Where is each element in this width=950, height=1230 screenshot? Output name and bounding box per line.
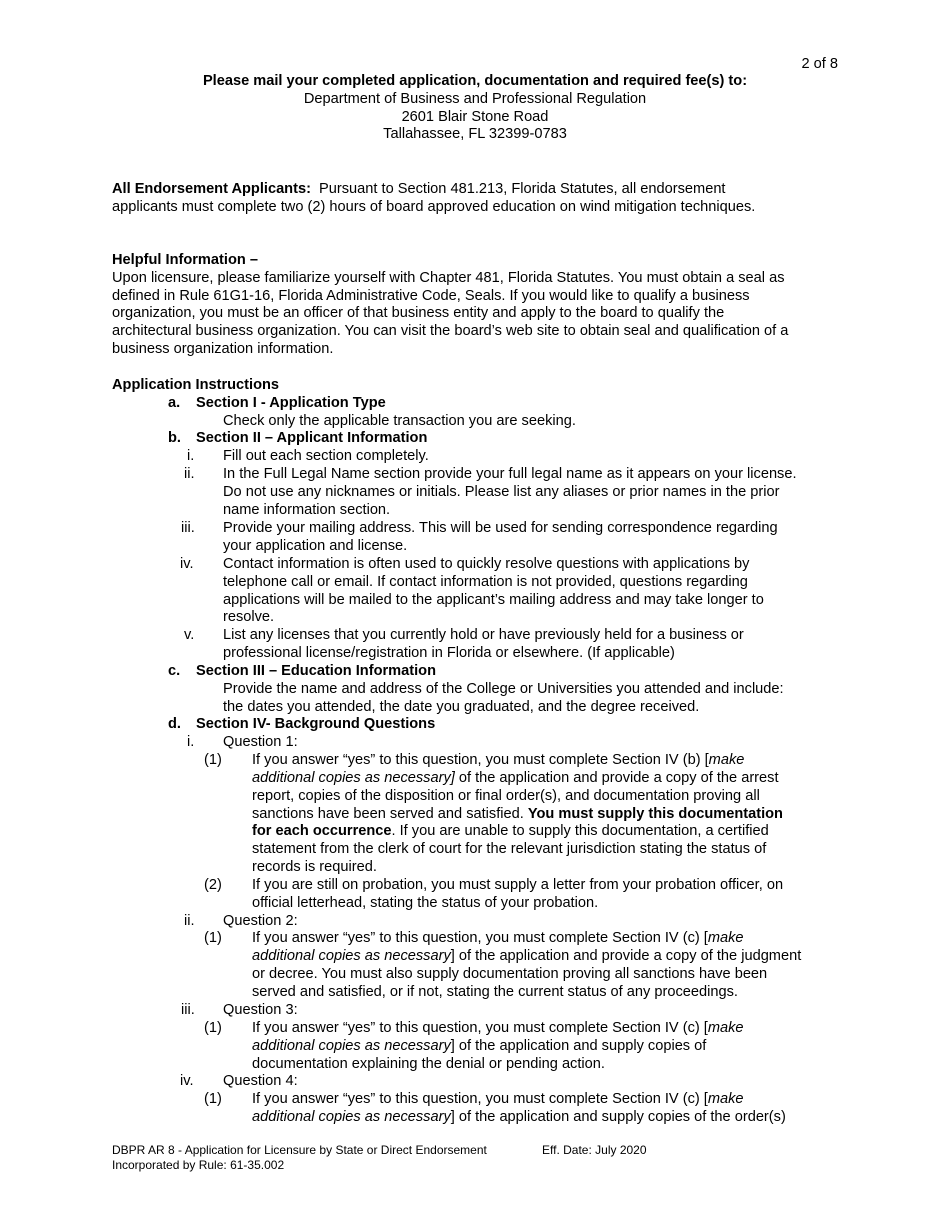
item-text: Contact information is often used to quickly resolve questions with applications by	[223, 556, 750, 572]
endorsement-label: All Endorsement Applicants:	[112, 181, 311, 197]
paragraph-text	[252, 948, 801, 966]
section-a-text: Check only the applicable transaction you are seeking.	[223, 413, 576, 429]
question-title: Question 4:	[223, 1073, 298, 1089]
paragraph-label: (1)	[204, 1020, 222, 1036]
paragraph-text	[252, 806, 783, 824]
text-run: If you answer “yes” to this question, you must complete Section IV (c) [	[252, 1020, 708, 1036]
paragraph-text: If you are still on probation, you must supply a letter from your probation officer, on	[252, 877, 784, 893]
section-c-text: the dates you attended, the date you graduated, and the degree received.	[223, 699, 700, 715]
mailing-line-street: 2601 Blair Stone Road	[401, 108, 549, 125]
paragraph-text: documentation explaining the denial or pending action.	[252, 1056, 605, 1072]
text-run-italic: make	[708, 752, 745, 768]
item-label: i.	[187, 448, 195, 464]
text-run-italic: make	[707, 1091, 744, 1107]
item-text: your application and license.	[223, 538, 408, 554]
paragraph-text	[252, 930, 744, 948]
text-run-italic: make	[707, 930, 744, 946]
text-run-bold: for each occurrence	[252, 823, 392, 839]
paragraph-label: (1)	[204, 930, 222, 946]
text-run: If you answer “yes” to this question, you must complete Section IV (c) [	[252, 1091, 708, 1107]
section-c-text: Provide the name and address of the College or Universities you attended and include:	[223, 681, 784, 697]
item-text: In the Full Legal Name section provide your full legal name as it appears on your license.	[223, 466, 797, 482]
paragraph-text: statement from the clerk of court for the relevant jurisdiction stating the status of	[252, 841, 767, 857]
section-c-label: c.	[168, 663, 181, 679]
item-label: ii.	[184, 466, 195, 482]
question-title: Question 3:	[223, 1002, 298, 1018]
paragraph-text	[252, 770, 779, 788]
item-text: telephone call or email. If contact information is not provided, questions regarding	[223, 574, 748, 590]
paragraph-text: or decree. You must also supply documentation proving all sanctions have been	[252, 966, 768, 982]
section-d-label: d.	[168, 716, 181, 732]
text-run-italic: make	[707, 1020, 744, 1036]
paragraph-text: official letterhead, stating the status of your probation.	[252, 895, 599, 911]
item-text: List any licenses that you currently hold or have previously held for a business or	[223, 627, 744, 643]
item-label: iii.	[181, 520, 195, 536]
helpful-line: architectural business organization. You can visit the board’s web site to obtain seal and qualification of a	[112, 323, 789, 340]
paragraph-text	[252, 752, 744, 770]
page-number: 2 of 8	[801, 56, 838, 72]
helpful-line: organization, you must be an officer of that business entity and apply to the board to qualify the	[112, 305, 725, 322]
text-run: ] of the application and supply copies of	[450, 1038, 707, 1054]
text-run-italic: additional copies as necessary	[252, 1109, 451, 1125]
footer-effective-date: Eff. Date: July 2020	[542, 1143, 647, 1157]
helpful-line: business organization information.	[112, 340, 334, 357]
section-a-label: a.	[168, 395, 181, 411]
question-label: ii.	[184, 913, 195, 929]
item-text: resolve.	[223, 609, 275, 625]
paragraph-label: (1)	[204, 752, 222, 768]
paragraph-text	[252, 1091, 744, 1109]
question-title: Question 2:	[223, 913, 298, 929]
paragraph-text: report, copies of the disposition or final order(s), and documentation proving all	[252, 788, 760, 804]
item-label: v.	[184, 627, 195, 643]
item-label: iv.	[180, 556, 194, 572]
endorsement-line-2: applicants must complete two (2) hours of board approved education on wind mitigation techniques.	[112, 198, 756, 215]
text-run-italic: additional copies as necessary	[252, 948, 451, 964]
section-a-title: Section I - Application Type	[196, 395, 386, 411]
text-run-italic: additional copies as necessary	[252, 1038, 451, 1054]
paragraph-text: records is required.	[252, 859, 377, 875]
text-run: . If you are unable to supply this documentation, a certified	[391, 823, 769, 839]
text-run: ] of the application and provide a copy of the judgment	[450, 948, 802, 964]
text-run: of the application and provide a copy of the arrest	[454, 770, 779, 786]
helpful-line: Upon licensure, please familiarize yourself with Chapter 481, Florida Statutes. You must obtain a seal as	[112, 269, 785, 286]
item-text: professional license/registration in Florida or elsewhere. (If applicable)	[223, 645, 675, 661]
text-run: sanctions have been served and satisfied.	[252, 806, 528, 822]
section-c-title: Section III – Education Information	[196, 663, 437, 679]
paragraph-text	[252, 1020, 744, 1038]
mailing-line-city: Tallahassee, FL 32399-0783	[383, 126, 567, 143]
section-b-label: b.	[168, 430, 181, 446]
paragraph-label: (1)	[204, 1091, 222, 1107]
paragraph-text: served and satisfied, or if not, stating the current status of any proceedings.	[252, 984, 738, 1000]
endorsement-line-1: Pursuant to Section 481.213, Florida Statutes, all endorsement	[310, 181, 726, 197]
section-d-title: Section IV- Background Questions	[196, 716, 436, 732]
helpful-heading: Helpful Information –	[112, 252, 258, 268]
text-run: If you answer “yes” to this question, you must complete Section IV (b) [	[252, 752, 709, 768]
item-text: Do not use any nicknames or initials. Please list any aliases or prior names in the prior	[223, 484, 780, 500]
helpful-line: defined in Rule 61G1-16, Florida Administrative Code, Seals. If you would like to qualify a business	[112, 287, 750, 304]
instructions-heading: Application Instructions	[112, 377, 280, 393]
text-run: If you answer “yes” to this question, you must complete Section IV (c) [	[252, 930, 708, 946]
question-label: iii.	[181, 1002, 195, 1018]
mailing-heading: Please mail your completed application, documentation and required fee(s) to:	[202, 73, 748, 89]
mailing-line-department: Department of Business and Professional Regulation	[303, 90, 647, 107]
question-title: Question 1:	[223, 734, 298, 750]
section-b-title: Section II – Applicant Information	[196, 430, 428, 446]
item-text: Provide your mailing address. This will be used for sending correspondence regarding	[223, 520, 778, 536]
item-text: Fill out each section completely.	[223, 448, 429, 464]
footer-rule: Incorporated by Rule: 61-35.002	[112, 1157, 285, 1172]
footer-form-title: DBPR AR 8 - Application for Licensure by State or Direct Endorsement	[112, 1143, 487, 1157]
item-text: name information section.	[223, 502, 391, 518]
paragraph-text	[252, 1109, 786, 1127]
paragraph-text	[252, 1038, 706, 1056]
page-footer	[112, 1143, 647, 1172]
paragraph-text	[252, 823, 769, 841]
text-run: ] of the application and supply copies of the order(s)	[450, 1109, 786, 1125]
question-label: i.	[187, 734, 195, 750]
text-run-italic: additional copies as necessary]	[252, 770, 455, 786]
paragraph-label: (2)	[204, 877, 222, 893]
item-text: applications will be mailed to the applicant’s mailing address and may take longer to	[223, 592, 764, 608]
text-run-bold: You must supply this documentation	[527, 806, 783, 822]
question-label: iv.	[180, 1073, 194, 1089]
